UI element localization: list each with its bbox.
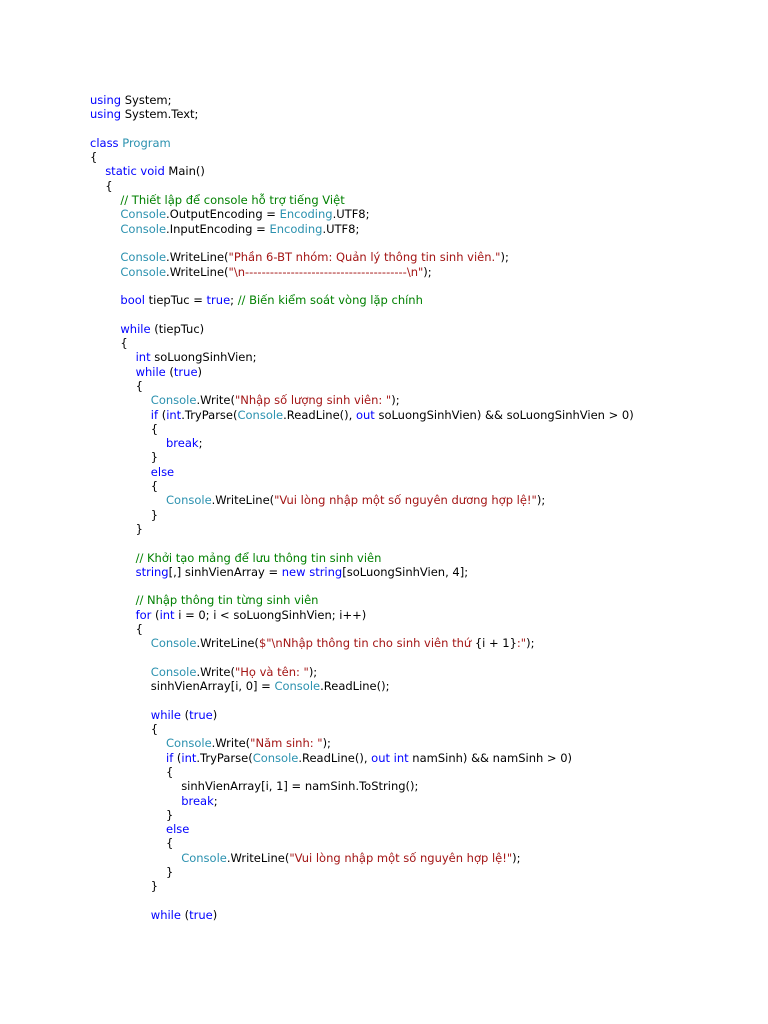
code-line: [90, 350, 750, 364]
code-string: "Vui lòng nhập một số nguyên dương hợp lệ!": [274, 493, 537, 508]
code-line: [90, 808, 750, 822]
code-text: {: [120, 336, 128, 351]
code-text: (: [180, 907, 190, 922]
code-line: [90, 422, 750, 436]
code-type-name: Console: [274, 679, 321, 694]
code-line: [90, 722, 750, 736]
code-type-name: Console: [166, 736, 212, 751]
code-text: tiepTuc =: [144, 293, 207, 308]
code-text: {: [105, 178, 113, 193]
code-text: }: [166, 807, 174, 822]
code-line: [90, 479, 750, 493]
code-type-name: Console: [120, 264, 167, 279]
code-string: $"\nNhập thông tin cho sinh viên thứ: [258, 636, 475, 651]
code-keyword: if: [166, 750, 174, 765]
code-blank-line: [90, 536, 750, 550]
code-text: {: [150, 722, 159, 737]
code-comment: // Khởi tạo mảng để lưu thông tin sinh viên: [135, 550, 382, 565]
code-text: Main(): [164, 164, 205, 179]
code-keyword: break: [166, 436, 199, 451]
code-line: [90, 508, 750, 522]
code-string: "Họ và tên: ": [234, 664, 309, 679]
code-line: [90, 450, 750, 464]
code-keyword: true: [189, 907, 213, 922]
code-text: .WriteLine(: [226, 850, 290, 865]
code-text: namSinh) && namSinh > 0): [408, 750, 573, 765]
code-line: [90, 751, 750, 765]
code-keyword: int: [159, 607, 175, 622]
code-string: "\n---------------------------------------\n": [228, 264, 424, 279]
code-keyword: string: [135, 564, 169, 579]
code-keyword: bool: [120, 293, 145, 308]
code-line: [90, 822, 750, 836]
code-line: [90, 636, 750, 650]
code-blank-line: [90, 122, 750, 136]
code-text: );: [391, 393, 400, 408]
code-blank-line: [90, 279, 750, 293]
code-blank-line: [90, 236, 750, 250]
code-text: sinhVienArray[i, 0] =: [150, 679, 275, 694]
code-text: {: [150, 479, 159, 494]
code-comment: // Nhập thông tin từng sinh viên: [135, 593, 319, 608]
code-text: ): [197, 364, 203, 379]
code-text: (: [151, 607, 160, 622]
code-text: .WriteLine(: [166, 250, 229, 265]
code-text: .WriteLine(: [211, 493, 275, 508]
code-blank-line: [90, 579, 750, 593]
code-type-name: Console: [166, 493, 212, 508]
code-keyword: while: [135, 364, 166, 379]
code-keyword: out: [371, 750, 390, 765]
code-keyword: int: [166, 407, 182, 422]
code-line: [90, 665, 750, 679]
code-text: );: [536, 493, 546, 508]
code-line: [90, 522, 750, 536]
code-text: ): [212, 907, 218, 922]
code-line: [90, 551, 750, 565]
code-blank-line: [90, 894, 750, 908]
code-line: [90, 393, 750, 407]
code-text: {: [166, 764, 174, 779]
code-comment: // Thiết lập để console hỗ trợ tiếng Việt: [120, 193, 345, 208]
code-string: "Năm sinh: ": [250, 736, 323, 751]
code-type-name: Console: [150, 664, 197, 679]
code-keyword: string: [309, 564, 343, 579]
code-keyword: for: [135, 607, 152, 622]
code-string: "Vui lòng nhập một số nguyên hợp lệ!": [289, 850, 513, 865]
code-text: System;: [121, 93, 172, 107]
code-blank-line: [90, 307, 750, 321]
code-comment: // Biến kiểm soát vòng lặp chính: [237, 293, 423, 308]
code-text: {i + 1}: [474, 636, 517, 651]
code-text: .TryParse(: [196, 750, 253, 765]
code-line: [90, 322, 750, 336]
code-line: [90, 865, 750, 879]
code-keyword: if: [150, 407, 159, 422]
code-line: [90, 179, 750, 193]
code-text: }: [150, 450, 159, 465]
code-keyword: while: [120, 321, 151, 336]
code-keyword: int: [393, 750, 409, 765]
code-text: (: [165, 364, 174, 379]
code-type-name: Console: [120, 207, 167, 222]
code-type-name: Console: [237, 407, 284, 422]
code-line: [90, 365, 750, 379]
code-text: }: [166, 865, 174, 880]
code-line: [90, 493, 750, 507]
code-blank-line: [90, 693, 750, 707]
code-text: );: [526, 636, 535, 651]
code-text: .Write(: [196, 664, 235, 679]
code-line: [90, 608, 750, 622]
code-line: [90, 136, 750, 150]
code-keyword: true: [189, 707, 213, 722]
code-type-name: Console: [252, 750, 299, 765]
code-text: [,] sinhVienArray =: [168, 564, 282, 579]
code-line: [90, 879, 750, 893]
code-text: ): [212, 707, 218, 722]
code-keyword: else: [150, 464, 175, 479]
code-text: );: [512, 850, 521, 865]
code-text: }: [150, 879, 159, 894]
code-text: System.Text;: [121, 107, 199, 122]
code-line: [90, 222, 750, 236]
code-line: [90, 794, 750, 808]
code-keyword: out: [355, 407, 375, 422]
code-line: [90, 736, 750, 750]
code-text: .Write(: [196, 393, 235, 408]
code-line: [90, 851, 750, 865]
code-line: [90, 107, 750, 121]
code-type-name: Console: [181, 850, 227, 865]
code-text: {: [150, 421, 159, 436]
code-line: [90, 836, 750, 850]
code-line: [90, 565, 750, 579]
code-type-name: Console: [120, 221, 167, 236]
code-listing: [90, 93, 750, 922]
code-text: .OutputEncoding =: [166, 207, 280, 222]
code-blank-line: [90, 651, 750, 665]
code-line: [90, 207, 750, 221]
code-text: .ReadLine(),: [283, 407, 356, 422]
code-text: .Write(: [211, 736, 251, 751]
code-line: [90, 436, 750, 450]
code-keyword: while: [150, 907, 181, 922]
code-line: [90, 765, 750, 779]
code-keyword: break: [181, 793, 214, 808]
code-text: i = 0; i < soLuongSinhVien; i++): [174, 607, 367, 622]
code-keyword: class: [90, 135, 119, 150]
code-text: {: [166, 836, 174, 851]
code-text: .ReadLine();: [320, 679, 390, 694]
code-keyword: while: [150, 707, 181, 722]
code-text: (: [180, 707, 190, 722]
code-type-name: Program: [122, 135, 171, 150]
code-text: );: [500, 250, 509, 265]
code-text: );: [322, 736, 331, 751]
code-keyword: using: [90, 107, 122, 122]
code-line: [90, 465, 750, 479]
code-text: {: [135, 621, 143, 636]
code-keyword: else: [166, 822, 190, 837]
code-keyword: void: [140, 164, 165, 179]
code-text: .TryParse(: [181, 407, 238, 422]
code-line: [90, 336, 750, 350]
code-text: }: [150, 507, 159, 522]
code-text: .UTF8;: [322, 221, 360, 236]
code-line: [90, 679, 750, 693]
code-line: [90, 265, 750, 279]
code-text: .UTF8;: [332, 207, 370, 222]
code-text: ;: [198, 436, 203, 451]
code-keyword: new: [281, 564, 306, 579]
code-keyword: true: [173, 364, 198, 379]
code-keyword: using: [90, 93, 122, 107]
code-line: [90, 164, 750, 178]
code-text: .InputEncoding =: [166, 221, 270, 236]
code-line: [90, 150, 750, 164]
code-text: ;: [230, 293, 238, 308]
code-string: :": [516, 636, 527, 651]
code-string: "Nhập số lượng sinh viên: ": [234, 393, 392, 408]
code-text: soLuongSinhVien;: [150, 350, 257, 365]
code-text: (tiepTuc): [150, 321, 205, 336]
code-line: [90, 193, 750, 207]
code-keyword: int: [181, 750, 197, 765]
code-text: );: [308, 664, 318, 679]
code-type-name: Console: [150, 393, 197, 408]
code-type-name: Console: [150, 636, 197, 651]
code-line: [90, 908, 750, 922]
code-text: .ReadLine(),: [298, 750, 372, 765]
code-string: "Phần 6-BT nhóm: Quản lý thông tin sinh viên.": [228, 250, 501, 265]
code-line: [90, 379, 750, 393]
code-text: ;: [213, 793, 218, 808]
code-text: );: [423, 264, 432, 279]
code-text: (: [173, 750, 182, 765]
code-text: {: [135, 378, 143, 393]
code-text: .WriteLine(: [196, 636, 259, 651]
code-keyword: true: [206, 293, 231, 308]
code-line: [90, 250, 750, 264]
code-line: [90, 408, 750, 422]
code-line: [90, 708, 750, 722]
code-line: [90, 93, 750, 107]
code-text: [soLuongSinhVien, 4];: [342, 564, 469, 579]
code-line: [90, 593, 750, 607]
code-type-name: Encoding: [269, 221, 323, 236]
code-line: [90, 622, 750, 636]
code-line: [90, 779, 750, 793]
code-keyword: int: [135, 350, 151, 365]
code-text: soLuongSinhVien) && soLuongSinhVien > 0): [374, 407, 634, 422]
code-keyword: static: [105, 164, 137, 179]
code-text: }: [135, 521, 143, 536]
code-line: [90, 293, 750, 307]
code-text: (: [158, 407, 167, 422]
code-type-name: Console: [120, 250, 167, 265]
code-type-name: Encoding: [279, 207, 333, 222]
code-text: .WriteLine(: [166, 264, 229, 279]
code-text: {: [90, 150, 98, 165]
code-text: sinhVienArray[i, 1] = namSinh.ToString();: [181, 779, 419, 794]
